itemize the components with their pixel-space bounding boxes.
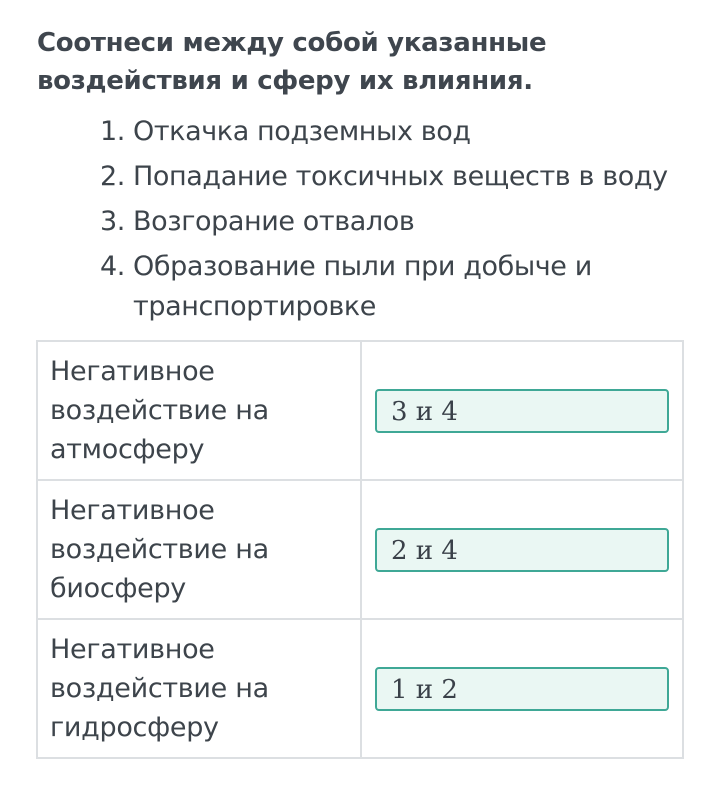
list-item [100,247,700,327]
table-row [37,619,683,758]
list-item-number: 4. [100,251,125,282]
list-item-number: 2. [100,161,125,192]
answer-cell [361,619,683,758]
list-item-number: 1. [100,116,125,147]
list-item [100,202,700,242]
sphere-label: Негативное воздействие на гидросферу [37,619,361,758]
answer-field-biosphere[interactable]: 2 и 4 [375,528,669,572]
list-item-text: Попадание токсичных веществ в воду [133,161,668,192]
table-row [37,480,683,619]
sphere-label: Негативное воздействие на атмосферу [37,341,361,480]
answer-field-atmosphere[interactable]: 3 и 4 [375,389,669,433]
matching-table [36,340,684,759]
answer-field-hydrosphere[interactable]: 1 и 2 [375,667,669,711]
sphere-label: Негативное воздействие на биосферу [37,480,361,619]
list-item-number: 3. [100,206,125,237]
list-item-text: Откачка подземных вод [133,116,471,147]
list-item [100,157,700,197]
answer-cell [361,341,683,480]
list-item-text: Образование пыли при добыче и транспортировке [133,251,592,322]
impacts-list [100,112,700,332]
list-item [100,112,700,152]
answer-cell [361,480,683,619]
list-item-text: Возгорание отвалов [133,206,415,237]
question-text: Соотнеси между собой указанные воздействия и сферу их влияния. [37,28,547,96]
table-row [37,341,683,480]
